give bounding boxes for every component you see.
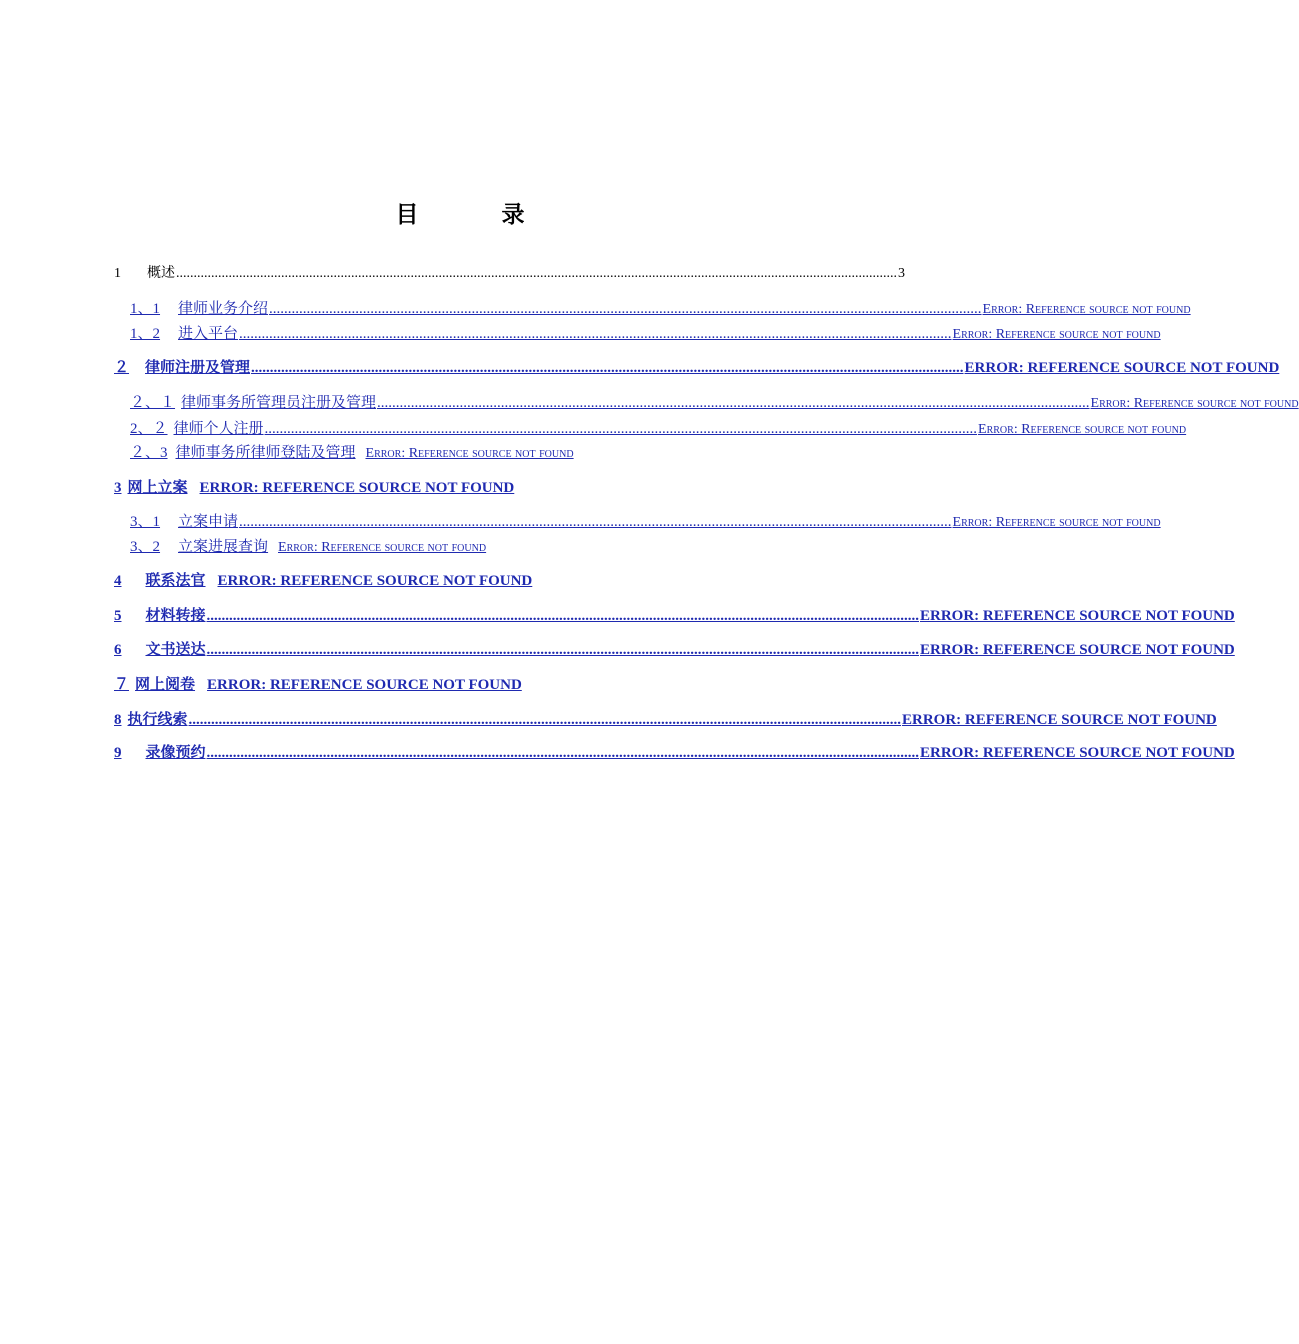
toc-page: ERROR: REFERENCE SOURCE NOT FOUND	[920, 745, 1235, 761]
toc-leader: ..............................................................................................................................................................................................	[206, 608, 920, 624]
toc-label: 律师事务所管理员注册及管理	[181, 395, 377, 411]
toc-entry-6[interactable]	[114, 638, 1235, 658]
toc-label: 律师事务所律师登陆及管理	[175, 445, 356, 461]
toc-page: ERROR: REFERENCE SOURCE NOT FOUND	[217, 573, 533, 589]
toc-label: 文书送达	[145, 642, 206, 658]
toc-page: 3	[898, 266, 905, 281]
toc-entry-9[interactable]	[114, 741, 1235, 761]
toc-label: 进入平台	[178, 326, 239, 342]
toc-label: 网上阅卷	[135, 677, 196, 693]
toc-number: 6	[114, 642, 122, 658]
toc-page: ERROR: REFERENCE SOURCE NOT FOUND	[199, 480, 515, 496]
toc-number: ２、3	[130, 445, 168, 461]
toc-entry-3-2[interactable]	[130, 535, 486, 555]
toc-page: Error: Reference source not found	[982, 302, 1191, 317]
toc-label: 律师业务介绍	[178, 301, 269, 317]
toc-number: 4	[114, 573, 122, 589]
toc-leader: ..............................................................................................................................................................................................	[251, 360, 964, 376]
toc-number: 3	[114, 480, 122, 496]
toc-number: 5	[114, 608, 122, 624]
toc-label: 材料转接	[145, 608, 206, 624]
toc-label: 网上立案	[127, 480, 188, 496]
toc-number: 3、2	[130, 539, 161, 555]
toc-label: 录像预约	[145, 745, 206, 761]
toc-entry-5[interactable]	[114, 604, 1235, 624]
toc-entry-4[interactable]	[114, 569, 532, 589]
toc-page: Error: Reference source not found	[978, 422, 1187, 437]
toc-entry-8[interactable]	[114, 708, 1217, 728]
toc-number: 1、1	[130, 301, 161, 317]
toc-label: 概述	[147, 266, 175, 281]
toc-page: Error: Reference source not found	[365, 446, 574, 461]
toc-leader: ..............................................................................................................................................................................................	[239, 514, 952, 530]
toc-page: ERROR: REFERENCE SOURCE NOT FOUND	[920, 608, 1235, 624]
toc-page: ERROR: REFERENCE SOURCE NOT FOUND	[207, 677, 522, 693]
toc-page: ERROR: REFERENCE SOURCE NOT FOUND	[964, 360, 1280, 376]
toc-page: Error: Reference source not found	[278, 540, 487, 555]
toc-leader: ..............................................................................................................................................................................................................	[176, 266, 897, 281]
toc-number: 2、２	[130, 421, 168, 437]
toc-label: 执行线索	[127, 712, 188, 728]
toc-entry-3-1[interactable]	[130, 510, 1161, 530]
toc-label: 联系法官	[145, 573, 206, 589]
toc-entry-2-2[interactable]	[130, 417, 1187, 437]
toc-page: Error: Reference source not found	[1090, 396, 1299, 411]
toc-entry-1-1[interactable]	[130, 297, 1191, 317]
toc-leader: ..............................................................................................................................................................................................	[206, 642, 920, 658]
toc-entry-1[interactable]	[114, 262, 905, 282]
toc-number: 3、1	[130, 514, 161, 530]
toc-number: 1	[114, 266, 121, 281]
toc-label: 律师注册及管理	[145, 360, 251, 376]
toc-entry-1-2[interactable]	[130, 322, 1161, 342]
toc-page: Error: Reference source not found	[952, 515, 1161, 530]
toc-entry-2-1[interactable]	[130, 391, 1299, 411]
toc-entry-7[interactable]	[114, 673, 522, 693]
toc-number: ７	[114, 677, 130, 693]
toc-leader: ..............................................................................................................................................................................................	[264, 421, 978, 437]
toc-leader: ..............................................................................................................................................................................................	[377, 395, 1090, 411]
page-title: 目 录	[395, 201, 555, 228]
toc-label: 立案申请	[178, 514, 239, 530]
toc-entry-2-3[interactable]	[130, 441, 574, 461]
toc-number: 8	[114, 712, 122, 728]
toc-page: ERROR: REFERENCE SOURCE NOT FOUND	[920, 642, 1235, 658]
toc-number: ２	[114, 360, 130, 376]
toc-page: ERROR: REFERENCE SOURCE NOT FOUND	[902, 712, 1217, 728]
toc-page: Error: Reference source not found	[952, 327, 1161, 342]
toc-number: 1、2	[130, 326, 161, 342]
toc-label: 立案进展查询	[178, 539, 269, 555]
toc-leader: ..............................................................................................................................................................................................	[239, 326, 952, 342]
toc-leader: ..............................................................................................................................................................................................	[188, 712, 902, 728]
toc-entry-2[interactable]	[114, 356, 1280, 376]
toc-entry-3[interactable]	[114, 476, 514, 496]
toc-leader: ..............................................................................................................................................................................................	[206, 745, 920, 761]
toc-label: 律师个人注册	[173, 421, 264, 437]
toc-number: ２、１	[130, 395, 176, 411]
toc-leader: ..............................................................................................................................................................................................	[269, 301, 982, 317]
toc-number: 9	[114, 745, 122, 761]
